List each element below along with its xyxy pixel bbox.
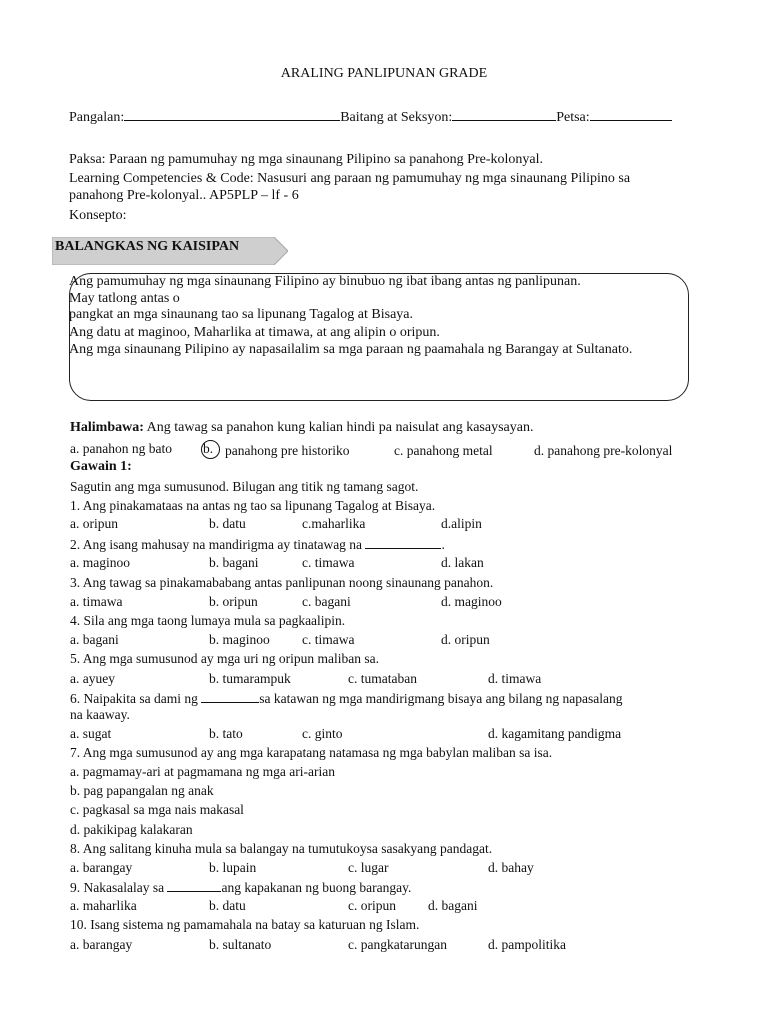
- question-2-text: 2. Ang isang mahusay na mandirigma ay tinatawag na: [70, 537, 363, 552]
- q4-option-b[interactable]: b. maginoo: [209, 632, 270, 647]
- competency-line-2: panahong Pre-kolonyal.. AP5PLP – lf - 6: [69, 188, 299, 203]
- q7-option-c[interactable]: c. pagkasal sa mga nais makasal: [70, 802, 244, 817]
- question-2: [70, 536, 445, 553]
- q6-option-d[interactable]: d. kagamitang pandigma: [488, 726, 622, 741]
- example-option-d[interactable]: d. panahong pre-kolonyal: [534, 443, 673, 458]
- q9-option-b[interactable]: b. datu: [209, 898, 246, 913]
- grade-section-field[interactable]: [452, 108, 556, 121]
- q10-option-b[interactable]: b. sultanato: [209, 937, 272, 952]
- q5-option-c[interactable]: c. tumataban: [348, 671, 417, 686]
- competency-line-1: Learning Competencies & Code: Nasusuri ang paraan ng pamumuhay ng mga sinaunang Pilipino sa: [69, 171, 631, 186]
- q1-option-c[interactable]: c.maharlika: [302, 516, 366, 531]
- q7-option-d[interactable]: d. pakikipag kalakaran: [70, 822, 193, 837]
- question-6: [70, 690, 623, 707]
- question-9-text: 9. Nakasalalay sa: [70, 880, 165, 895]
- q9-blank: [167, 879, 221, 892]
- q8-option-b[interactable]: b. lupain: [209, 860, 257, 875]
- concept-line: Ang datu at maginoo, Maharlika at timawa, at ang alipin o oripun.: [69, 325, 440, 340]
- example-option-a[interactable]: a. panahon ng bato: [70, 441, 172, 456]
- q9-option-d[interactable]: d. bagani: [428, 898, 478, 913]
- section-banner: [52, 237, 288, 265]
- q3-option-c[interactable]: c. bagani: [302, 594, 351, 609]
- activity-label: Gawain 1:: [70, 459, 132, 474]
- q6-option-b[interactable]: b. tato: [209, 726, 243, 741]
- concept-line: Ang mga sinaunang Pilipino ay napasailalim sa mga paraan ng paamahala ng Barangay at Sultanato.: [69, 342, 633, 357]
- question-9: [70, 879, 411, 896]
- student-info-fields: [69, 108, 672, 126]
- banner-label: BALANGKAS NG KAISIPAN: [55, 239, 240, 254]
- q1-option-a[interactable]: a. oripun: [70, 516, 118, 531]
- q7-option-b[interactable]: b. pag papangalan ng anak: [70, 783, 214, 798]
- q4-option-c[interactable]: c. timawa: [302, 632, 355, 647]
- activity-instruction: Sagutin ang mga sumusunod. Bilugan ang titik ng tamang sagot.: [70, 479, 419, 494]
- q2-blank: [365, 536, 441, 549]
- date-label: Petsa:: [556, 110, 590, 125]
- question-6-end: sa katawan ng mga mandirigmang bisaya ang bilang ng napasalang: [259, 691, 623, 706]
- q6-option-c[interactable]: c. ginto: [302, 726, 343, 741]
- question-4: 4. Sila ang mga taong lumaya mula sa pagkaalipin.: [70, 613, 346, 628]
- q7-option-a[interactable]: a. pagmamay-ari at pagmamana ng mga ari-arian: [70, 764, 335, 779]
- question-6-line-2: na kaaway.: [70, 707, 130, 722]
- q4-option-d[interactable]: d. oripun: [441, 632, 490, 647]
- question-2-end: .: [441, 537, 445, 552]
- page-title: ARALING PANLIPUNAN GRADE: [280, 66, 488, 81]
- grade-section-label: Baitang at Seksyon:: [340, 110, 453, 125]
- concept-line: Ang pamumuhay ng mga sinaunang Filipino ay binubuo ng ibat ibang antas ng panlipunan.: [69, 274, 581, 289]
- example-option-c[interactable]: c. panahong metal: [394, 443, 493, 458]
- concept-line: May tatlong antas o: [69, 291, 180, 306]
- q4-option-a[interactable]: a. bagani: [70, 632, 119, 647]
- q2-option-d[interactable]: d. lakan: [441, 555, 484, 570]
- q2-option-a[interactable]: a. maginoo: [70, 555, 130, 570]
- q10-option-c[interactable]: c. pangkatarungan: [348, 937, 447, 952]
- question-10: 10. Isang sistema ng pamamahala na batay sa katuruan ng Islam.: [70, 917, 420, 932]
- question-1: 1. Ang pinakamataas na antas ng tao sa lipunang Tagalog at Bisaya.: [70, 498, 436, 513]
- example-option-b-text[interactable]: panahong pre historiko: [225, 443, 350, 458]
- example-question-text: Ang tawag sa panahon kung kalian hindi pa naisulat ang kasaysayan.: [143, 420, 534, 435]
- q5-option-b[interactable]: b. tumarampuk: [209, 671, 291, 686]
- q3-option-a[interactable]: a. timawa: [70, 594, 123, 609]
- question-5: 5. Ang mga sumusunod ay mga uri ng oripun maliban sa.: [70, 651, 379, 666]
- q10-option-a[interactable]: a. barangay: [70, 937, 133, 952]
- q3-option-b[interactable]: b. oripun: [209, 594, 258, 609]
- q8-option-d[interactable]: d. bahay: [488, 860, 534, 875]
- question-9-end: ang kapakanan ng buong barangay.: [221, 880, 412, 895]
- date-field[interactable]: [590, 108, 672, 121]
- q8-option-a[interactable]: a. barangay: [70, 860, 133, 875]
- name-label: Pangalan:: [69, 110, 125, 125]
- concept-line: pangkat an mga sinaunang tao sa lipunang Tagalog at Bisaya.: [69, 307, 414, 322]
- question-3: 3. Ang tawag sa pinakamababang antas panlipunan noong sinaunang panahon.: [70, 575, 494, 590]
- question-7: 7. Ang mga sumusunod ay ang mga karapatang natamasa ng mga babylan maliban sa isa.: [70, 745, 553, 760]
- question-8: 8. Ang salitang kinuha mula sa balangay na tumutukoysa sasakyang pandagat.: [70, 841, 493, 856]
- q5-option-d[interactable]: d. timawa: [488, 671, 542, 686]
- q5-option-a[interactable]: a. ayuey: [70, 671, 115, 686]
- q6-blank: [201, 690, 259, 703]
- q1-option-d[interactable]: d.alipin: [441, 516, 482, 531]
- example-option-b[interactable]: b.: [203, 441, 214, 456]
- q9-option-c[interactable]: c. oripun: [348, 898, 396, 913]
- q9-option-a[interactable]: a. maharlika: [70, 898, 137, 913]
- q6-option-a[interactable]: a. sugat: [70, 726, 112, 741]
- q2-option-b[interactable]: b. bagani: [209, 555, 259, 570]
- name-field[interactable]: [124, 108, 340, 121]
- q10-option-d[interactable]: d. pampolitika: [488, 937, 566, 952]
- q2-option-c[interactable]: c. timawa: [302, 555, 355, 570]
- q3-option-d[interactable]: d. maginoo: [441, 594, 502, 609]
- example-question: [70, 420, 533, 436]
- question-6-text: 6. Naipakita sa dami ng: [70, 691, 198, 706]
- topic-line: Paksa: Paraan ng pamumuhay ng mga sinaunang Pilipino sa panahong Pre-kolonyal.: [69, 152, 543, 167]
- concept-label: Konsepto:: [69, 208, 127, 223]
- example-label: Halimbawa:: [70, 420, 144, 435]
- q8-option-c[interactable]: c. lugar: [348, 860, 389, 875]
- q1-option-b[interactable]: b. datu: [209, 516, 246, 531]
